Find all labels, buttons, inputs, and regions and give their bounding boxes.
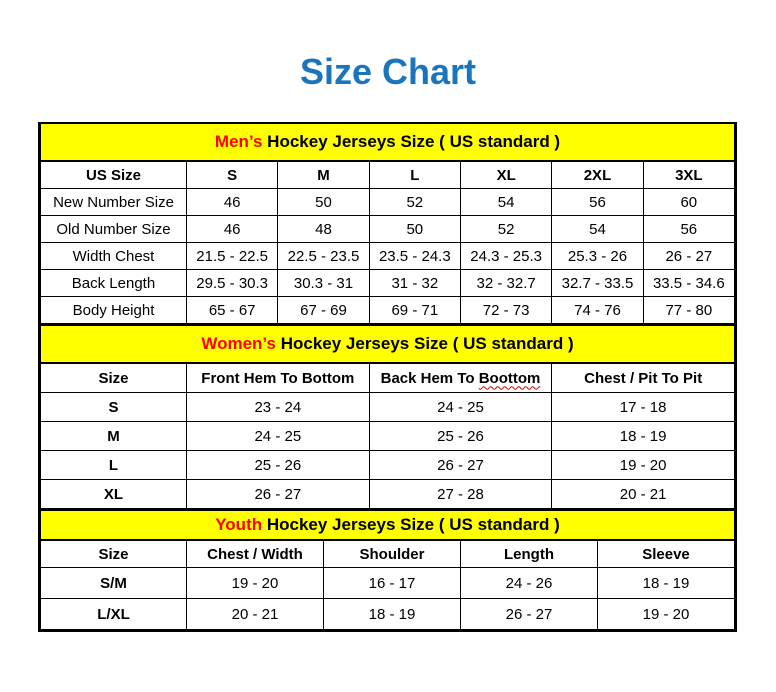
row-label: Width Chest — [41, 243, 187, 270]
size-value: 24.3 - 25.3 — [460, 243, 551, 270]
size-value: 24 - 25 — [369, 393, 552, 422]
row-label: M — [41, 422, 187, 451]
size-value: 16 - 17 — [324, 568, 461, 599]
row-label: L — [41, 451, 187, 480]
size-chart-tables — [38, 122, 737, 632]
column-header: Length — [461, 540, 598, 568]
size-value: 56 — [552, 189, 643, 216]
column-header: Shoulder — [324, 540, 461, 568]
youth-header-row — [41, 540, 735, 568]
size-value: 26 - 27 — [643, 243, 734, 270]
youth-section-title — [41, 510, 735, 540]
size-value: 56 — [643, 216, 734, 243]
size-value: 24 - 26 — [461, 568, 598, 599]
column-header: XL — [460, 161, 551, 189]
size-value: 54 — [460, 189, 551, 216]
row-label: L/XL — [41, 599, 187, 630]
size-value: 29.5 - 30.3 — [187, 270, 278, 297]
table-row — [41, 270, 735, 297]
column-header: M — [278, 161, 369, 189]
size-value: 74 - 76 — [552, 297, 643, 324]
size-value: 72 - 73 — [460, 297, 551, 324]
column-header: Chest / Width — [187, 540, 324, 568]
size-value: 27 - 28 — [369, 480, 552, 509]
womens-section-title-rest: Hockey Jerseys Size ( US standard ) — [275, 334, 574, 353]
size-value: 25.3 - 26 — [552, 243, 643, 270]
mens-section-title-row — [41, 124, 735, 161]
mens-section-title — [41, 124, 735, 161]
column-header: Front Hem To Bottom — [187, 363, 370, 393]
row-label: Old Number Size — [41, 216, 187, 243]
size-value: 21.5 - 22.5 — [187, 243, 278, 270]
size-value: 18 - 19 — [598, 568, 735, 599]
size-value: 20 - 21 — [552, 480, 735, 509]
youth-size-table — [40, 509, 735, 630]
column-header: L — [369, 161, 460, 189]
size-value: 26 - 27 — [461, 599, 598, 630]
mens-header-row — [41, 161, 735, 189]
size-value: 19 - 20 — [187, 568, 324, 599]
size-value: 77 - 80 — [643, 297, 734, 324]
womens-section-title-accent: Women’s — [201, 334, 276, 353]
size-value: 50 — [369, 216, 460, 243]
page-title: Size Chart — [299, 51, 477, 92]
table-row — [41, 297, 735, 324]
table-row — [41, 422, 735, 451]
row-label: Body Height — [41, 297, 187, 324]
size-value: 65 - 67 — [187, 297, 278, 324]
size-value: 60 — [643, 189, 734, 216]
row-label: S — [41, 393, 187, 422]
size-value: 25 - 26 — [187, 451, 370, 480]
size-value: 26 - 27 — [187, 480, 370, 509]
size-value: 20 - 21 — [187, 599, 324, 630]
column-header: S — [187, 161, 278, 189]
column-header: US Size — [41, 161, 187, 189]
womens-section-title-row — [41, 325, 735, 363]
womens-section-title — [41, 325, 735, 363]
size-value: 24 - 25 — [187, 422, 370, 451]
row-label: Back Length — [41, 270, 187, 297]
size-value: 30.3 - 31 — [278, 270, 369, 297]
misspelled-word: Boottom — [478, 369, 541, 387]
column-header: 2XL — [552, 161, 643, 189]
size-value: 25 - 26 — [369, 422, 552, 451]
column-header: Size — [41, 540, 187, 568]
row-label: S/M — [41, 568, 187, 599]
size-value: 22.5 - 23.5 — [278, 243, 369, 270]
size-value: 46 — [187, 216, 278, 243]
size-value: 67 - 69 — [278, 297, 369, 324]
column-header-with-typo — [369, 363, 552, 393]
size-value: 18 - 19 — [324, 599, 461, 630]
size-value: 32.7 - 33.5 — [552, 270, 643, 297]
mens-section-title-rest: Hockey Jerseys Size ( US standard ) — [262, 132, 561, 151]
column-header: Chest / Pit To Pit — [552, 363, 735, 393]
size-value: 17 - 18 — [552, 393, 735, 422]
size-value: 52 — [369, 189, 460, 216]
table-row — [41, 480, 735, 509]
table-row — [41, 216, 735, 243]
size-value: 46 — [187, 189, 278, 216]
table-row — [41, 243, 735, 270]
row-label: New Number Size — [41, 189, 187, 216]
size-value: 54 — [552, 216, 643, 243]
youth-section-title-rest: Hockey Jerseys Size ( US standard ) — [262, 515, 560, 534]
size-value: 19 - 20 — [598, 599, 735, 630]
size-value: 18 - 19 — [552, 422, 735, 451]
size-value: 33.5 - 34.6 — [643, 270, 734, 297]
column-header: Sleeve — [598, 540, 735, 568]
youth-section-title-accent: Youth — [215, 515, 263, 534]
size-value: 26 - 27 — [369, 451, 552, 480]
size-value: 32 - 32.7 — [460, 270, 551, 297]
womens-header-row — [41, 363, 735, 393]
table-row — [41, 599, 735, 630]
size-value: 19 - 20 — [552, 451, 735, 480]
table-row — [41, 451, 735, 480]
size-value: 48 — [278, 216, 369, 243]
column-header: Size — [41, 363, 187, 393]
row-label: XL — [41, 480, 187, 509]
table-row — [41, 568, 735, 599]
mens-section-title-accent: Men’s — [214, 132, 263, 151]
mens-size-table — [40, 124, 735, 324]
column-header: 3XL — [643, 161, 734, 189]
size-value: 69 - 71 — [369, 297, 460, 324]
column-header-text: Back Hem To — [380, 369, 479, 387]
size-value: 52 — [460, 216, 551, 243]
size-value: 23.5 - 24.3 — [369, 243, 460, 270]
table-row — [41, 189, 735, 216]
womens-size-table — [40, 324, 735, 509]
size-value: 31 - 32 — [369, 270, 460, 297]
youth-section-title-row — [41, 510, 735, 540]
table-row — [41, 393, 735, 422]
size-value: 23 - 24 — [187, 393, 370, 422]
size-value: 50 — [278, 189, 369, 216]
